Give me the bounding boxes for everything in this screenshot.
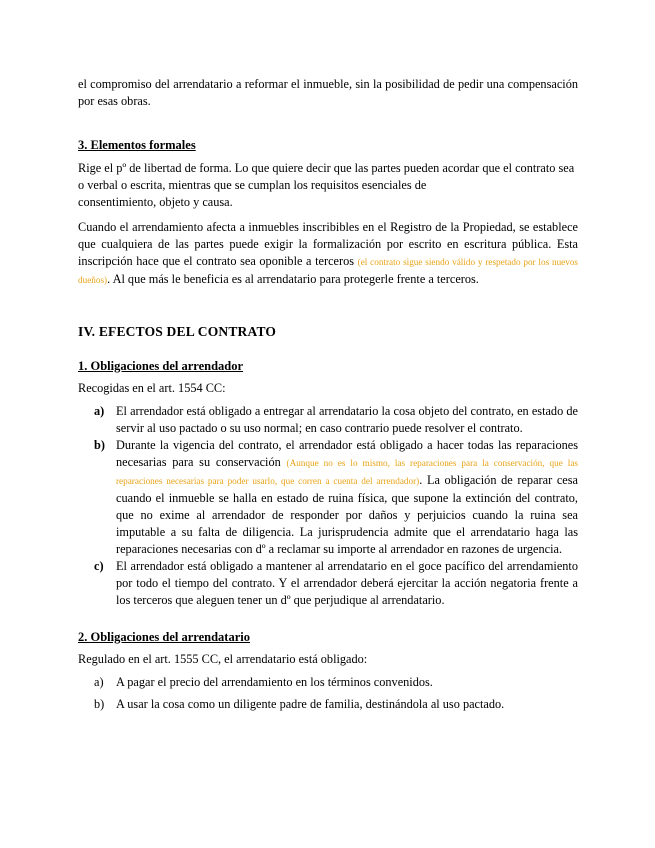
list-marker: a) [94, 675, 104, 689]
registro-text-2: . Al que más le beneficia es al arrendatario para protegerle frente a terceros. [107, 272, 479, 286]
list-marker: b) [94, 438, 105, 452]
list-item [78, 696, 578, 713]
list-marker: c) [94, 559, 104, 573]
list-marker: a) [94, 404, 105, 418]
arrendador-obligations-list [78, 403, 578, 609]
list-item [78, 437, 578, 558]
list-item-text: Durante la vigencia del contrato, el arrendador está obligado a hacer todas las reparaciones necesarias para su conservación [116, 438, 578, 469]
list-item [78, 558, 578, 609]
registro-note: (el contrato sigue siendo válido y respetado por los nuevos dueños) [78, 257, 579, 285]
paragraph-libertad-forma [78, 160, 578, 211]
list-item-text: El arrendador está obligado a entregar al arrendatario la cosa objeto del contrato, en estado de servir al uso pactado o su uso normal; en caso contrario puede resolver el contrato. [116, 404, 578, 435]
list-item [78, 674, 578, 691]
list-marker: b) [94, 697, 105, 711]
intro-paragraph: el compromiso del arrendatario a reformar el inmueble, sin la posibilidad de pedir una compensación por esas obras. [78, 77, 578, 108]
list-item-text: A usar la cosa como un diligente padre de familia, destinándola al uso pactado. [116, 697, 505, 711]
heading-elementos-formales: 3. Elementos formales [78, 138, 196, 152]
document-page [78, 76, 578, 718]
list-item-text-cont: . La obligación de reparar cesa cuando el inmueble se halla en estado de ruina física, que supone la extinción del contrato, que no exime al arrendador de responder por daños y perjuicios cuando la ruina sea imputable a su falta de diligencia. La jurisprudencia admite que el arrendatario haga las reparaciones necesarias con dº a reclamar su importe al arrendador en razones de urgencia. [116, 473, 578, 556]
list-item [78, 403, 578, 437]
heading-efectos-contrato: IV. EFECTOS DEL CONTRATO [78, 324, 277, 339]
heading-obligaciones-arrendador: 1. Obligaciones del arrendador [78, 359, 244, 373]
arrendatario-intro: Regulado en el art. 1555 CC, el arrendatario está obligado: [78, 652, 368, 666]
list-item-text: A pagar el precio del arrendamiento en los términos convenidos. [116, 675, 433, 689]
arrendatario-obligations-list [78, 674, 578, 713]
paragraph-libertad-forma-line1: Rige el pº de libertad de forma. Lo que quiere decir que las partes pueden acordar que el contrato sea o verbal o escrita, mientras que se cumplan los requisitos esenciales de [78, 161, 575, 192]
registro-text-1: Cuando el arrendamiento afecta a inmuebles inscribibles en el Registro de la Propiedad, se establece que cualquiera de las partes puede exigir la formalización por escrito en escritura pública. Esta inscripción hace que el contrato sea oponible a terceros [78, 220, 578, 268]
paragraph-registro-propiedad [78, 219, 578, 289]
list-item-note: (Aunque no es lo mismo, las reparaciones para la conservación, que las reparaciones necesarias para poder usarlo, que corren a cuenta del arrendador) [116, 458, 578, 486]
paragraph-libertad-forma-line2: consentimiento, objeto y causa. [78, 195, 233, 209]
heading-obligaciones-arrendatario: 2. Obligaciones del arrendatario [78, 630, 250, 644]
arrendador-intro: Recogidas en el art. 1554 CC: [78, 381, 226, 395]
list-item-text: El arrendador está obligado a mantener al arrendatario en el goce pacífico del arrendamiento por todo el tiempo del contrato. Y el arrendador deberá ejercitar la acción negatoria frente a los terceros que aleguen tener un dº que perjudique al arrendatario. [116, 559, 578, 607]
